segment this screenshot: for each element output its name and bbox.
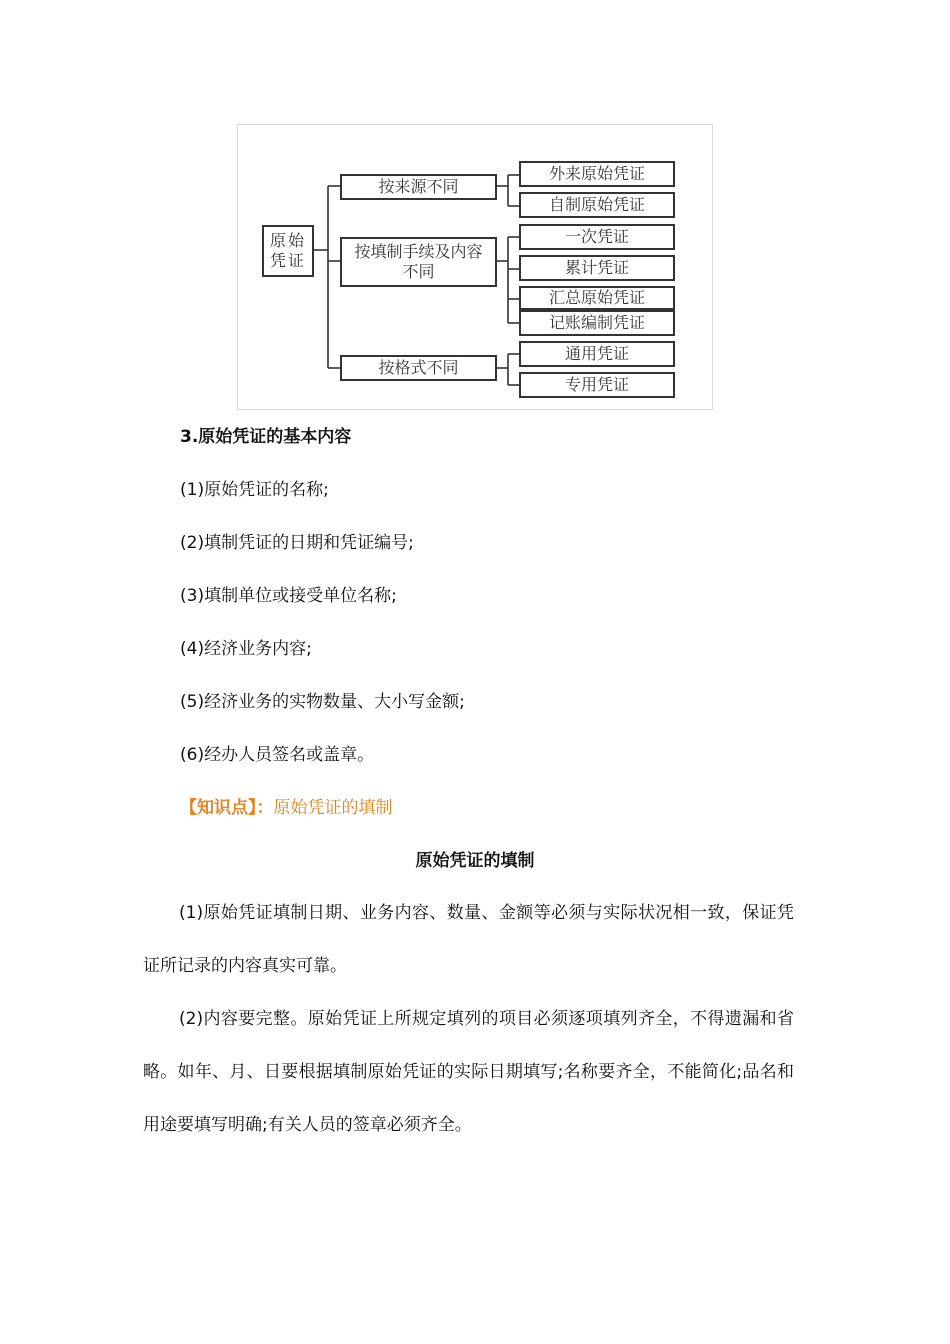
leaf-node <box>519 341 675 367</box>
group-label: 按来源不同 <box>378 177 459 196</box>
group-node-source <box>340 174 497 200</box>
leaf-label: 一次凭证 <box>564 227 629 246</box>
list-item: (6)经办人员签名或盖章。 <box>180 745 375 765</box>
section-heading: 3.原始凭证的基本内容 <box>180 427 352 447</box>
leaf-label: 汇总原始凭证 <box>548 288 645 307</box>
group-label: 按格式不同 <box>378 358 459 377</box>
knowledge-point <box>180 796 393 820</box>
leaf-node <box>519 286 675 310</box>
leaf-label: 累计凭证 <box>564 258 629 277</box>
group-label: 按填制手续及内容 不同 <box>354 242 483 281</box>
leaf-node <box>519 310 675 336</box>
list-item: (5)经济业务的实物数量、大小写金额; <box>180 692 465 712</box>
paragraph: (2)内容要完整。原始凭证上所规定填列的项目必须逐项填列齐全，不得遗漏和省略。如年、月、日要根据填制原始凭证的实际日期填写;名称要齐全，不能简化;品名和用途要填写明确;有关人员的签章必须齐全。 <box>143 1009 794 1135</box>
leaf-label: 外来原始凭证 <box>548 164 645 183</box>
leaf-label: 记账编制凭证 <box>548 313 645 332</box>
leaf-label: 自制原始凭证 <box>548 195 645 214</box>
group-node-procedure <box>340 237 497 287</box>
leaf-label: 通用凭证 <box>564 344 629 363</box>
leaf-node <box>519 192 675 218</box>
list-item: (2)填制凭证的日期和凭证编号; <box>180 533 414 553</box>
section-title: 原始凭证的填制 <box>415 851 535 871</box>
root-label: 原始 凭证 <box>269 231 306 270</box>
paragraph: (1)原始凭证填制日期、业务内容、数量、金额等必须与实际状况相一致，保证凭证所记录的内容真实可靠。 <box>143 903 794 976</box>
list-item: (1)原始凭证的名称; <box>180 480 329 500</box>
leaf-node <box>519 161 675 187</box>
knowledge-topic: 原始凭证的填制 <box>273 798 393 818</box>
leaf-node <box>519 255 675 281</box>
leaf-label: 专用凭证 <box>564 375 629 394</box>
list-item: (4)经济业务内容; <box>180 639 312 659</box>
knowledge-tag: 【知识点】： <box>180 798 274 818</box>
voucher-classification-diagram <box>237 124 713 410</box>
leaf-node <box>519 224 675 250</box>
root-node <box>262 225 314 277</box>
group-node-format <box>340 355 497 381</box>
leaf-node <box>519 372 675 398</box>
list-item: (3)填制单位或接受单位名称; <box>180 586 397 606</box>
